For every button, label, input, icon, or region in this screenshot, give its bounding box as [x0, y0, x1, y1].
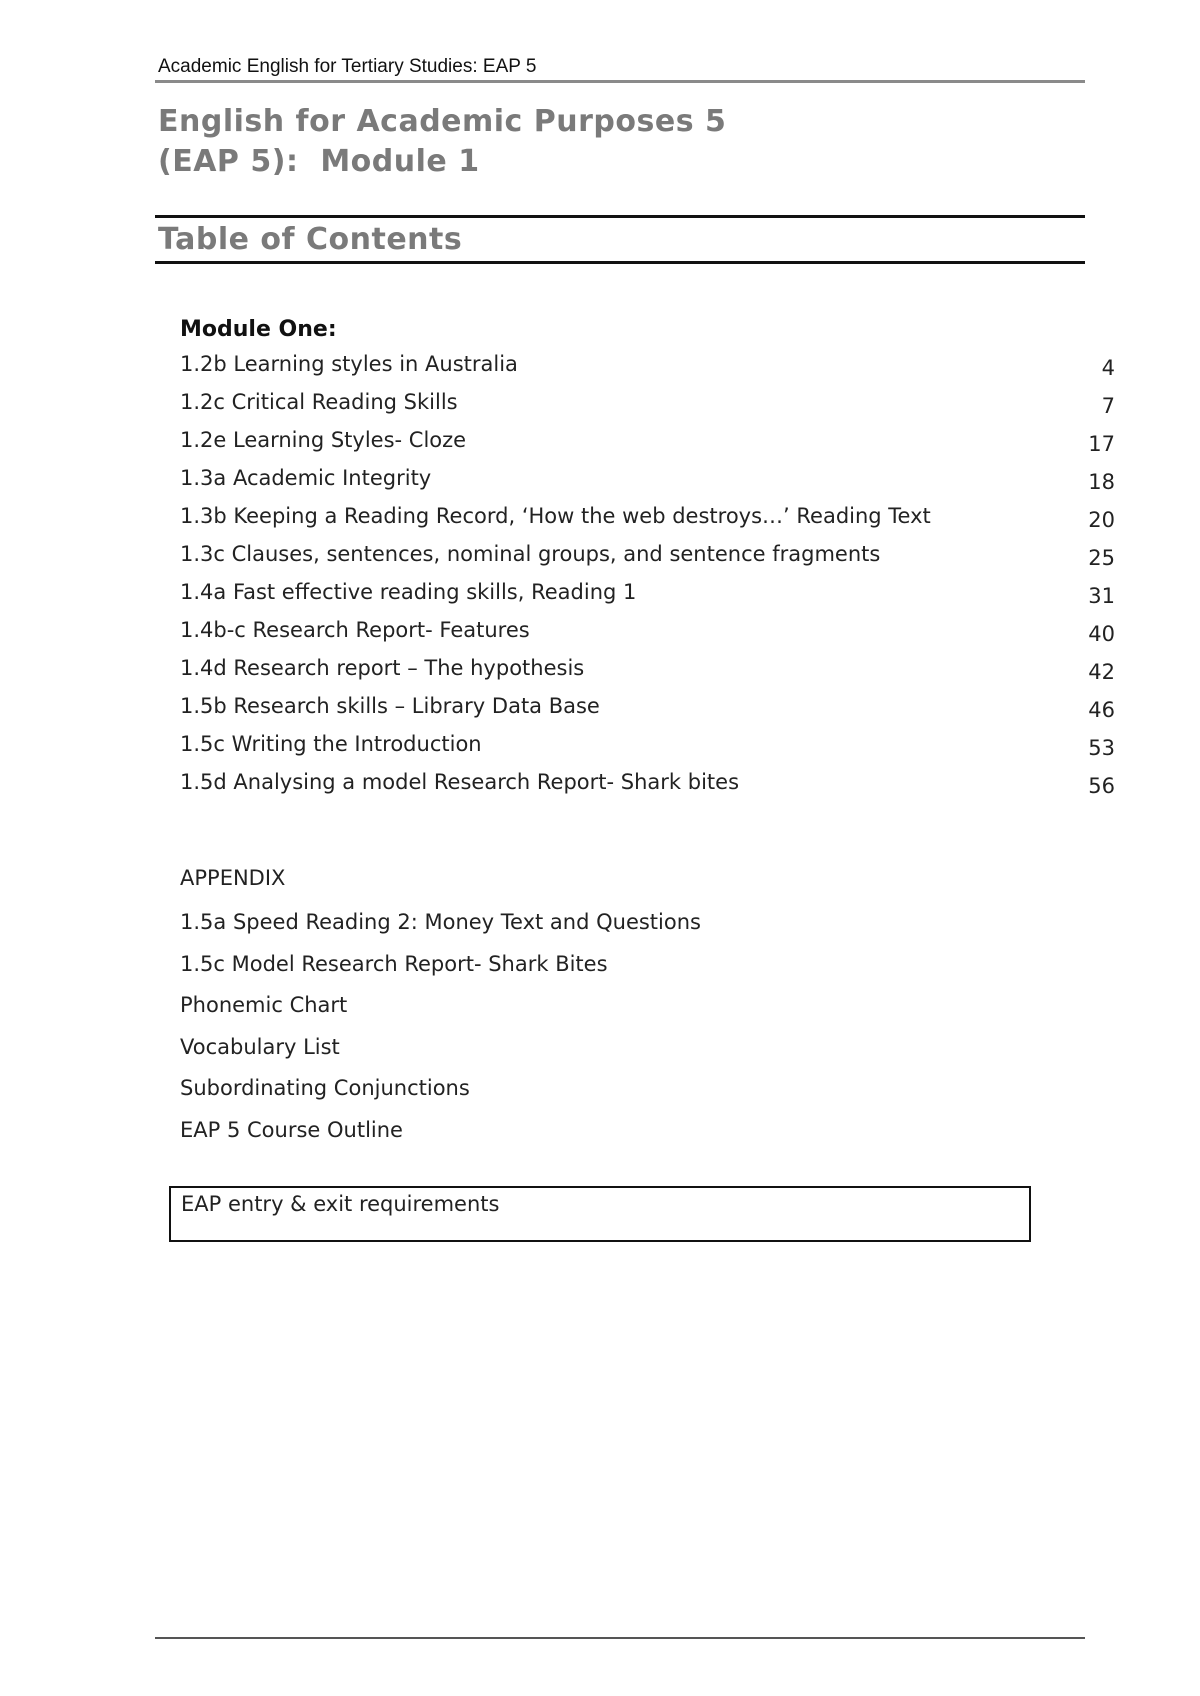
toc-entry-title: 1.3b Keeping a Reading Record, ‘How the web destroys…’ Reading Text	[180, 504, 931, 528]
toc-entry-title: 1.2e Learning Styles- Cloze	[180, 428, 467, 452]
toc-entry[interactable]	[180, 694, 1115, 732]
toc-entry-title: 1.2b Learning styles in Australia	[180, 352, 518, 376]
document-title	[158, 102, 726, 182]
toc-entry[interactable]	[180, 656, 1115, 694]
toc-entry-page: 31	[1088, 584, 1115, 608]
toc-list	[180, 352, 1115, 808]
toc-entry-title: 1.4b-c Research Report- Features	[180, 618, 530, 642]
toc-entry[interactable]	[180, 732, 1115, 770]
module-label: Module One:	[180, 317, 337, 342]
appendix-item[interactable]: 1.5a Speed Reading 2: Money Text and Questions	[180, 910, 701, 934]
toc-entry[interactable]	[180, 428, 1115, 466]
toc-entry[interactable]	[180, 466, 1115, 504]
toc-entry-page: 17	[1088, 432, 1115, 456]
toc-entry-title: 1.4d Research report – The hypothesis	[180, 656, 585, 680]
toc-entry-page: 56	[1088, 774, 1115, 798]
toc-entry-title: 1.3a Academic Integrity	[180, 466, 432, 490]
appendix-item[interactable]: EAP 5 Course Outline	[180, 1117, 403, 1142]
toc-entry-page: 46	[1088, 698, 1115, 722]
toc-bottom-rule	[155, 261, 1085, 264]
appendix-item[interactable]: Vocabulary List	[180, 1034, 340, 1059]
toc-entry-title: 1.5d Analysing a model Research Report- Shark bites	[180, 770, 740, 794]
running-header: Academic English for Tertiary Studies: EAP 5	[158, 56, 537, 77]
document-title-line-2: (EAP 5): Module 1	[158, 144, 480, 179]
header-rule	[155, 80, 1085, 83]
toc-entry-page: 25	[1088, 546, 1115, 570]
toc-entry-page: 40	[1088, 622, 1115, 646]
toc-entry[interactable]	[180, 390, 1115, 428]
appendix-item[interactable]: 1.5c Model Research Report- Shark Bites	[180, 951, 608, 976]
appendix-list	[180, 910, 701, 1159]
toc-entry-page: 42	[1088, 660, 1115, 684]
toc-entry-title: 1.4a Fast effective reading skills, Reading 1	[180, 580, 637, 604]
toc-heading: Table of Contents	[158, 222, 463, 257]
toc-entry-page: 7	[1101, 394, 1115, 418]
toc-entry-page: 20	[1088, 508, 1115, 532]
toc-entry[interactable]	[180, 618, 1115, 656]
footer-rule	[155, 1637, 1085, 1639]
toc-top-rule	[155, 215, 1085, 218]
toc-entry-title: 1.2c Critical Reading Skills	[180, 390, 458, 414]
requirements-box-text: EAP entry & exit requirements	[181, 1192, 500, 1216]
appendix-item[interactable]: Subordinating Conjunctions	[180, 1076, 470, 1100]
toc-entry[interactable]	[180, 352, 1115, 390]
toc-entry-page: 53	[1088, 736, 1115, 760]
toc-entry-title: 1.3c Clauses, sentences, nominal groups, and sentence fragments	[180, 542, 881, 566]
toc-entry-page: 18	[1088, 470, 1115, 494]
toc-entry[interactable]	[180, 504, 1115, 542]
appendix-item[interactable]: Phonemic Chart	[180, 993, 348, 1017]
toc-entry[interactable]	[180, 542, 1115, 580]
requirements-box	[169, 1186, 1031, 1242]
toc-entry[interactable]	[180, 580, 1115, 618]
document-title-line-1: English for Academic Purposes 5	[158, 104, 727, 139]
toc-entry[interactable]	[180, 770, 1115, 808]
toc-entry-title: 1.5b Research skills – Library Data Base	[180, 694, 600, 718]
toc-entry-title: 1.5c Writing the Introduction	[180, 732, 482, 756]
toc-entry-page: 4	[1101, 356, 1115, 380]
appendix-heading: APPENDIX	[180, 866, 286, 890]
